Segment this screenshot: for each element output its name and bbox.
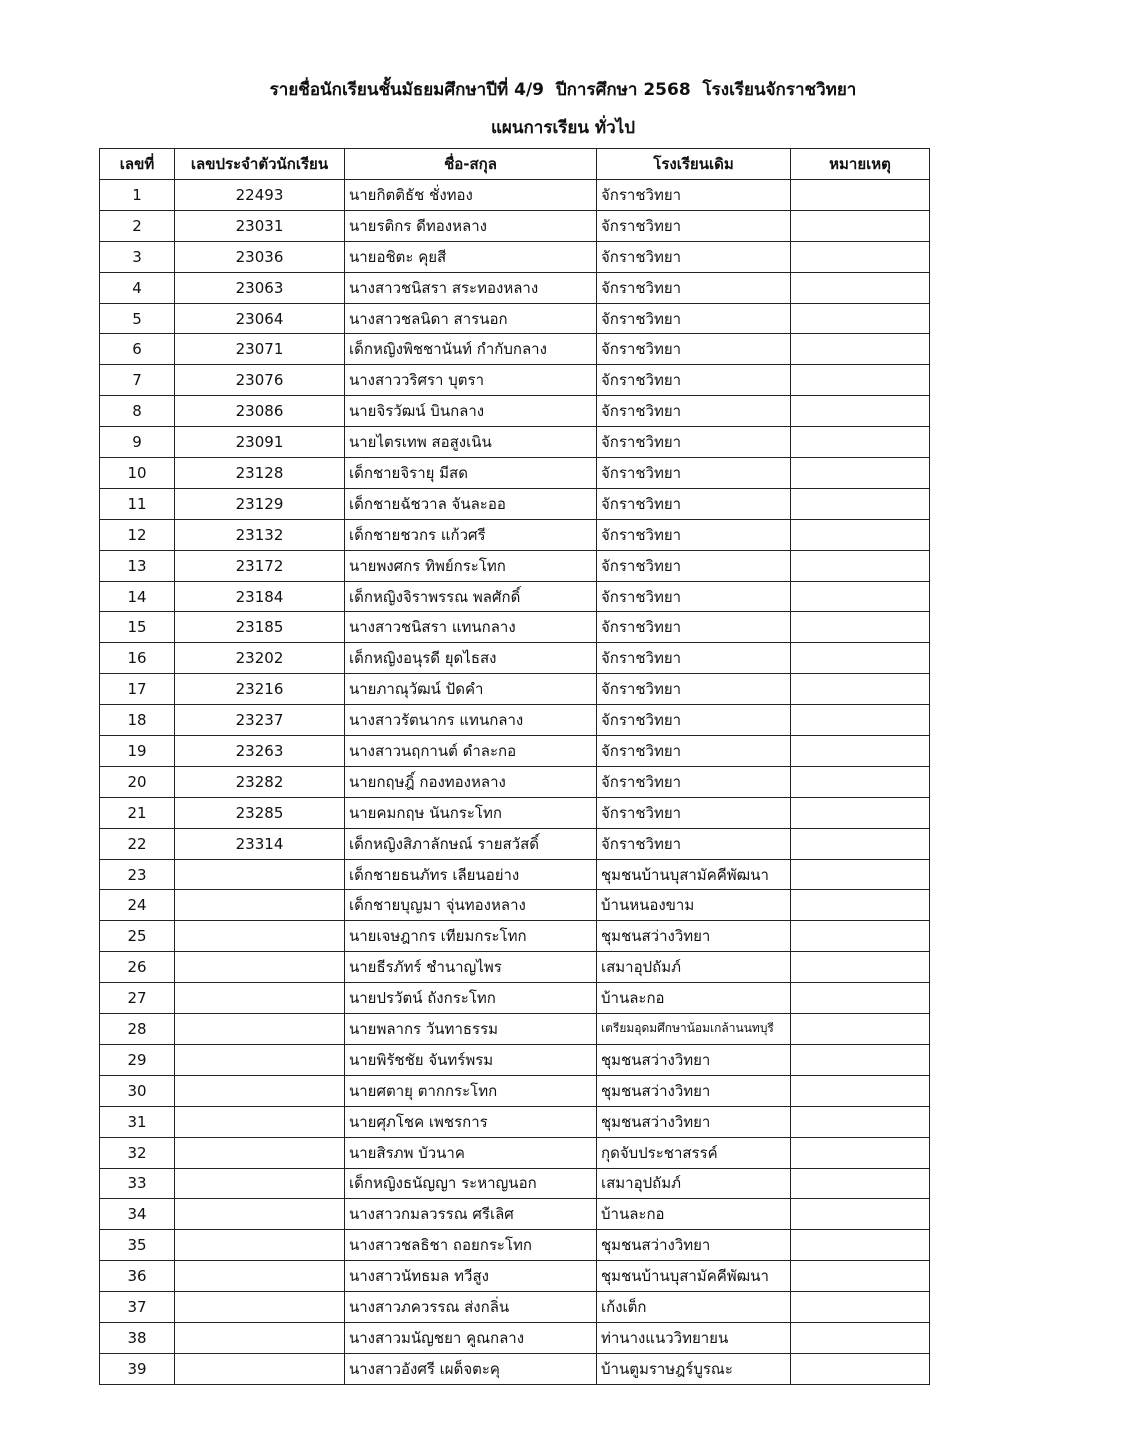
cell-student-id bbox=[175, 1199, 345, 1230]
table-row bbox=[100, 519, 930, 550]
table-row bbox=[100, 828, 930, 859]
table-row bbox=[100, 427, 930, 458]
cell-remarks bbox=[791, 519, 930, 550]
cell-student-id: 23129 bbox=[175, 488, 345, 519]
cell-remarks bbox=[791, 180, 930, 211]
cell-remarks bbox=[791, 1199, 930, 1230]
cell-number: 28 bbox=[100, 1014, 175, 1045]
table-row bbox=[100, 736, 930, 767]
header-remarks: หมายเหตุ bbox=[791, 149, 930, 180]
cell-previous-school: บ้านละกอ bbox=[597, 983, 791, 1014]
cell-previous-school: จักราชวิทยา bbox=[597, 828, 791, 859]
cell-previous-school: จักราชวิทยา bbox=[597, 674, 791, 705]
cell-previous-school: จักราชวิทยา bbox=[597, 581, 791, 612]
cell-previous-school: จักราชวิทยา bbox=[597, 458, 791, 489]
cell-remarks bbox=[791, 1044, 930, 1075]
cell-number: 36 bbox=[100, 1261, 175, 1292]
cell-full-name: เด็กชายธนภัทร เลียนอย่าง bbox=[345, 859, 597, 890]
cell-previous-school: เตรียมอุดมศึกษาน้อมเกล้านนทบุรี bbox=[597, 1014, 791, 1045]
cell-full-name: เด็กหญิงอนุรดี ยุดไธสง bbox=[345, 643, 597, 674]
cell-previous-school: ชุมชนสว่างวิทยา bbox=[597, 921, 791, 952]
cell-full-name: เด็กชายบุญมา จุ่นทองหลาง bbox=[345, 890, 597, 921]
cell-previous-school: จักราชวิทยา bbox=[597, 241, 791, 272]
cell-previous-school: เก้งเต็ก bbox=[597, 1292, 791, 1323]
table-row bbox=[100, 241, 930, 272]
cell-full-name: นายศุภโชค เพชรการ bbox=[345, 1106, 597, 1137]
cell-remarks bbox=[791, 334, 930, 365]
cell-student-id: 23314 bbox=[175, 828, 345, 859]
cell-student-id: 23285 bbox=[175, 797, 345, 828]
cell-previous-school: เสมาอุปถัมภ์ bbox=[597, 952, 791, 983]
cell-remarks bbox=[791, 458, 930, 489]
cell-previous-school: ชุมชนบ้านบุสามัคคีพัฒนา bbox=[597, 1261, 791, 1292]
cell-full-name: นางสาวกมลวรรณ ศรีเลิศ bbox=[345, 1199, 597, 1230]
cell-full-name: นางสาวอังศรี เผด็จตะคุ bbox=[345, 1353, 597, 1384]
cell-number: 39 bbox=[100, 1353, 175, 1384]
cell-remarks bbox=[791, 550, 930, 581]
cell-previous-school: ชุมชนสว่างวิทยา bbox=[597, 1230, 791, 1261]
cell-student-id: 23063 bbox=[175, 272, 345, 303]
cell-previous-school: ชุมชนสว่างวิทยา bbox=[597, 1044, 791, 1075]
cell-student-id: 23128 bbox=[175, 458, 345, 489]
cell-number: 2 bbox=[100, 210, 175, 241]
cell-student-id bbox=[175, 1261, 345, 1292]
cell-full-name: เด็กหญิงพิชชานันท์ กำกับกลาง bbox=[345, 334, 597, 365]
cell-full-name: นายภาณุวัฒน์ ปัดคำ bbox=[345, 674, 597, 705]
cell-number: 19 bbox=[100, 736, 175, 767]
table-row bbox=[100, 1044, 930, 1075]
cell-full-name: นายอชิตะ คุยสี bbox=[345, 241, 597, 272]
table-row bbox=[100, 1230, 930, 1261]
cell-full-name: นางสาวนัทธมล ทวีสูง bbox=[345, 1261, 597, 1292]
cell-remarks bbox=[791, 859, 930, 890]
cell-full-name: เด็กชายฉัชวาล จันละออ bbox=[345, 488, 597, 519]
header-previous-school: โรงเรียนเดิม bbox=[597, 149, 791, 180]
cell-previous-school: จักราชวิทยา bbox=[597, 334, 791, 365]
table-row bbox=[100, 612, 930, 643]
table-row bbox=[100, 334, 930, 365]
student-table bbox=[99, 148, 930, 1385]
cell-student-id bbox=[175, 1353, 345, 1384]
cell-student-id: 23071 bbox=[175, 334, 345, 365]
cell-remarks bbox=[791, 488, 930, 519]
cell-student-id bbox=[175, 1168, 345, 1199]
cell-previous-school: บ้านหนองขาม bbox=[597, 890, 791, 921]
cell-student-id: 23086 bbox=[175, 396, 345, 427]
cell-number: 15 bbox=[100, 612, 175, 643]
cell-previous-school: ชุมชนสว่างวิทยา bbox=[597, 1075, 791, 1106]
cell-full-name: นางสาวชลนิดา สารนอก bbox=[345, 303, 597, 334]
cell-number: 11 bbox=[100, 488, 175, 519]
cell-full-name: เด็กชายชวกร แก้วศรี bbox=[345, 519, 597, 550]
cell-previous-school: จักราชวิทยา bbox=[597, 519, 791, 550]
cell-student-id bbox=[175, 1292, 345, 1323]
cell-number: 14 bbox=[100, 581, 175, 612]
cell-remarks bbox=[791, 1353, 930, 1384]
table-row bbox=[100, 365, 930, 396]
cell-remarks bbox=[791, 612, 930, 643]
cell-full-name: นายธีรภัทร์ ชำนาญไพร bbox=[345, 952, 597, 983]
cell-number: 3 bbox=[100, 241, 175, 272]
table-row bbox=[100, 643, 930, 674]
cell-remarks bbox=[791, 1322, 930, 1353]
cell-remarks bbox=[791, 396, 930, 427]
table-row bbox=[100, 396, 930, 427]
cell-full-name: นายเจษฎากร เทียมกระโทก bbox=[345, 921, 597, 952]
cell-remarks bbox=[791, 1014, 930, 1045]
cell-student-id: 23184 bbox=[175, 581, 345, 612]
cell-student-id: 23282 bbox=[175, 766, 345, 797]
cell-student-id: 23202 bbox=[175, 643, 345, 674]
cell-number: 18 bbox=[100, 705, 175, 736]
cell-student-id: 23185 bbox=[175, 612, 345, 643]
table-row bbox=[100, 1075, 930, 1106]
cell-remarks bbox=[791, 210, 930, 241]
table-row bbox=[100, 1322, 930, 1353]
cell-full-name: นายจิรวัฒน์ บินกลาง bbox=[345, 396, 597, 427]
cell-number: 23 bbox=[100, 859, 175, 890]
cell-number: 7 bbox=[100, 365, 175, 396]
cell-student-id: 23172 bbox=[175, 550, 345, 581]
cell-previous-school: จักราชวิทยา bbox=[597, 427, 791, 458]
table-row bbox=[100, 890, 930, 921]
table-row bbox=[100, 983, 930, 1014]
table-row bbox=[100, 1353, 930, 1384]
cell-student-id bbox=[175, 1014, 345, 1045]
table-row bbox=[100, 1137, 930, 1168]
cell-full-name: นางสาวรัตนากร แทนกลาง bbox=[345, 705, 597, 736]
cell-number: 20 bbox=[100, 766, 175, 797]
cell-number: 21 bbox=[100, 797, 175, 828]
cell-student-id bbox=[175, 1044, 345, 1075]
cell-remarks bbox=[791, 1137, 930, 1168]
cell-previous-school: จักราชวิทยา bbox=[597, 365, 791, 396]
header-student-id: เลขประจำตัวนักเรียน bbox=[175, 149, 345, 180]
table-row bbox=[100, 1261, 930, 1292]
table-row bbox=[100, 210, 930, 241]
table-row bbox=[100, 921, 930, 952]
cell-remarks bbox=[791, 272, 930, 303]
cell-student-id bbox=[175, 921, 345, 952]
cell-remarks bbox=[791, 365, 930, 396]
cell-previous-school: จักราชวิทยา bbox=[597, 612, 791, 643]
cell-previous-school: จักราชวิทยา bbox=[597, 797, 791, 828]
cell-remarks bbox=[791, 890, 930, 921]
cell-full-name: เด็กหญิงสิภาลักษณ์ รายสวัสดิ์ bbox=[345, 828, 597, 859]
table-row bbox=[100, 1106, 930, 1137]
cell-remarks bbox=[791, 983, 930, 1014]
cell-student-id: 23237 bbox=[175, 705, 345, 736]
cell-remarks bbox=[791, 643, 930, 674]
cell-full-name: นายรติกร ดีทองหลาง bbox=[345, 210, 597, 241]
cell-previous-school: จักราชวิทยา bbox=[597, 303, 791, 334]
cell-full-name: นายคมกฤษ นันกระโทก bbox=[345, 797, 597, 828]
cell-number: 13 bbox=[100, 550, 175, 581]
cell-student-id bbox=[175, 1137, 345, 1168]
table-row bbox=[100, 1168, 930, 1199]
cell-previous-school: จักราชวิทยา bbox=[597, 550, 791, 581]
cell-full-name: นายปรวัตน์ ถังกระโทก bbox=[345, 983, 597, 1014]
page-title: รายชื่อนักเรียนชั้นมัธยมศึกษาปีที่ 4/9 ปีการศึกษา 2568 โรงเรียนจักราชวิทยา bbox=[269, 80, 857, 100]
cell-number: 35 bbox=[100, 1230, 175, 1261]
cell-full-name: นายสิรภพ บัวนาค bbox=[345, 1137, 597, 1168]
cell-full-name: นางสาวชลธิชา ถอยกระโทก bbox=[345, 1230, 597, 1261]
cell-number: 37 bbox=[100, 1292, 175, 1323]
cell-full-name: เด็กชายจิรายุ มีสด bbox=[345, 458, 597, 489]
cell-number: 1 bbox=[100, 180, 175, 211]
cell-student-id bbox=[175, 1075, 345, 1106]
header-full-name: ชื่อ-สกุล bbox=[345, 149, 597, 180]
table-row bbox=[100, 180, 930, 211]
cell-previous-school: จักราชวิทยา bbox=[597, 396, 791, 427]
table-row bbox=[100, 952, 930, 983]
cell-student-id bbox=[175, 1322, 345, 1353]
header-number: เลขที่ bbox=[100, 149, 175, 180]
table-row bbox=[100, 1199, 930, 1230]
cell-previous-school: กุดจับประชาสรรค์ bbox=[597, 1137, 791, 1168]
cell-full-name: นายพงศกร ทิพย์กระโทก bbox=[345, 550, 597, 581]
cell-previous-school: ชุมชนบ้านบุสามัคคีพัฒนา bbox=[597, 859, 791, 890]
cell-full-name: นางสาววริศรา บุตรา bbox=[345, 365, 597, 396]
cell-previous-school: จักราชวิทยา bbox=[597, 705, 791, 736]
cell-number: 22 bbox=[100, 828, 175, 859]
cell-remarks bbox=[791, 241, 930, 272]
table-row bbox=[100, 797, 930, 828]
cell-remarks bbox=[791, 736, 930, 767]
cell-remarks bbox=[791, 797, 930, 828]
cell-student-id bbox=[175, 890, 345, 921]
cell-remarks bbox=[791, 581, 930, 612]
cell-full-name: เด็กหญิงจิราพรรณ พลศักดิ์ bbox=[345, 581, 597, 612]
cell-remarks bbox=[791, 303, 930, 334]
cell-full-name: นางสาวนฤกานต์ ดำละกอ bbox=[345, 736, 597, 767]
table-row bbox=[100, 705, 930, 736]
cell-remarks bbox=[791, 427, 930, 458]
cell-number: 4 bbox=[100, 272, 175, 303]
cell-remarks bbox=[791, 1230, 930, 1261]
cell-number: 10 bbox=[100, 458, 175, 489]
table-row bbox=[100, 674, 930, 705]
cell-previous-school: จักราชวิทยา bbox=[597, 272, 791, 303]
cell-previous-school: ท่านางแนววิทยายน bbox=[597, 1322, 791, 1353]
cell-remarks bbox=[791, 1106, 930, 1137]
cell-student-id bbox=[175, 1106, 345, 1137]
cell-number: 30 bbox=[100, 1075, 175, 1106]
cell-number: 24 bbox=[100, 890, 175, 921]
cell-remarks bbox=[791, 1292, 930, 1323]
table-row bbox=[100, 1292, 930, 1323]
cell-full-name: นางสาวชนิสรา สระทองหลาง bbox=[345, 272, 597, 303]
cell-number: 17 bbox=[100, 674, 175, 705]
cell-number: 6 bbox=[100, 334, 175, 365]
table-row bbox=[100, 488, 930, 519]
cell-number: 29 bbox=[100, 1044, 175, 1075]
cell-full-name: นางสาวภควรรณ ส่งกลิ่น bbox=[345, 1292, 597, 1323]
cell-full-name: นายไตรเทพ สอสูงเนิน bbox=[345, 427, 597, 458]
cell-number: 9 bbox=[100, 427, 175, 458]
cell-student-id: 23076 bbox=[175, 365, 345, 396]
cell-number: 32 bbox=[100, 1137, 175, 1168]
cell-number: 31 bbox=[100, 1106, 175, 1137]
cell-student-id bbox=[175, 952, 345, 983]
cell-student-id bbox=[175, 859, 345, 890]
cell-full-name: นางสาวชนิสรา แทนกลาง bbox=[345, 612, 597, 643]
cell-full-name: นายกฤษฎิ์ กองทองหลาง bbox=[345, 766, 597, 797]
cell-remarks bbox=[791, 921, 930, 952]
cell-number: 5 bbox=[100, 303, 175, 334]
table-body bbox=[100, 180, 930, 1385]
cell-student-id: 23064 bbox=[175, 303, 345, 334]
cell-full-name: นายศตายุ ตากกระโทก bbox=[345, 1075, 597, 1106]
cell-number: 8 bbox=[100, 396, 175, 427]
cell-number: 38 bbox=[100, 1322, 175, 1353]
page-subtitle: แผนการเรียน ทั่วไป bbox=[490, 118, 636, 138]
cell-previous-school: ชุมชนสว่างวิทยา bbox=[597, 1106, 791, 1137]
cell-number: 33 bbox=[100, 1168, 175, 1199]
cell-remarks bbox=[791, 1168, 930, 1199]
cell-student-id: 23263 bbox=[175, 736, 345, 767]
cell-remarks bbox=[791, 705, 930, 736]
table-row bbox=[100, 550, 930, 581]
cell-student-id: 23036 bbox=[175, 241, 345, 272]
cell-previous-school: จักราชวิทยา bbox=[597, 210, 791, 241]
cell-student-id bbox=[175, 983, 345, 1014]
table-row bbox=[100, 303, 930, 334]
table-row bbox=[100, 458, 930, 489]
cell-full-name: นายพลากร วันทาธรรม bbox=[345, 1014, 597, 1045]
cell-remarks bbox=[791, 1075, 930, 1106]
cell-number: 25 bbox=[100, 921, 175, 952]
cell-full-name: นางสาวมนัญชยา คูณกลาง bbox=[345, 1322, 597, 1353]
cell-student-id: 23216 bbox=[175, 674, 345, 705]
cell-previous-school: เสมาอุปถัมภ์ bbox=[597, 1168, 791, 1199]
cell-remarks bbox=[791, 1261, 930, 1292]
cell-full-name: นายพิรัชชัย จันทร์พรม bbox=[345, 1044, 597, 1075]
table-row bbox=[100, 581, 930, 612]
table-row bbox=[100, 272, 930, 303]
table-header-row bbox=[100, 149, 930, 180]
cell-remarks bbox=[791, 766, 930, 797]
cell-student-id: 23031 bbox=[175, 210, 345, 241]
cell-number: 16 bbox=[100, 643, 175, 674]
cell-student-id: 23132 bbox=[175, 519, 345, 550]
cell-number: 26 bbox=[100, 952, 175, 983]
cell-previous-school: จักราชวิทยา bbox=[597, 488, 791, 519]
table-row bbox=[100, 1014, 930, 1045]
cell-number: 34 bbox=[100, 1199, 175, 1230]
cell-previous-school: จักราชวิทยา bbox=[597, 766, 791, 797]
cell-previous-school: บ้านตูมราษฎร์บูรณะ bbox=[597, 1353, 791, 1384]
cell-full-name: นายกิตติธัช ชั่งทอง bbox=[345, 180, 597, 211]
table-row bbox=[100, 859, 930, 890]
cell-student-id bbox=[175, 1230, 345, 1261]
cell-number: 12 bbox=[100, 519, 175, 550]
cell-student-id: 23091 bbox=[175, 427, 345, 458]
cell-student-id: 22493 bbox=[175, 180, 345, 211]
cell-previous-school: จักราชวิทยา bbox=[597, 180, 791, 211]
cell-remarks bbox=[791, 674, 930, 705]
cell-remarks bbox=[791, 828, 930, 859]
cell-full-name: เด็กหญิงธนัญญา ระหาญนอก bbox=[345, 1168, 597, 1199]
cell-previous-school: จักราชวิทยา bbox=[597, 736, 791, 767]
table-row bbox=[100, 766, 930, 797]
cell-previous-school: บ้านละกอ bbox=[597, 1199, 791, 1230]
cell-remarks bbox=[791, 952, 930, 983]
cell-number: 27 bbox=[100, 983, 175, 1014]
cell-previous-school: จักราชวิทยา bbox=[597, 643, 791, 674]
